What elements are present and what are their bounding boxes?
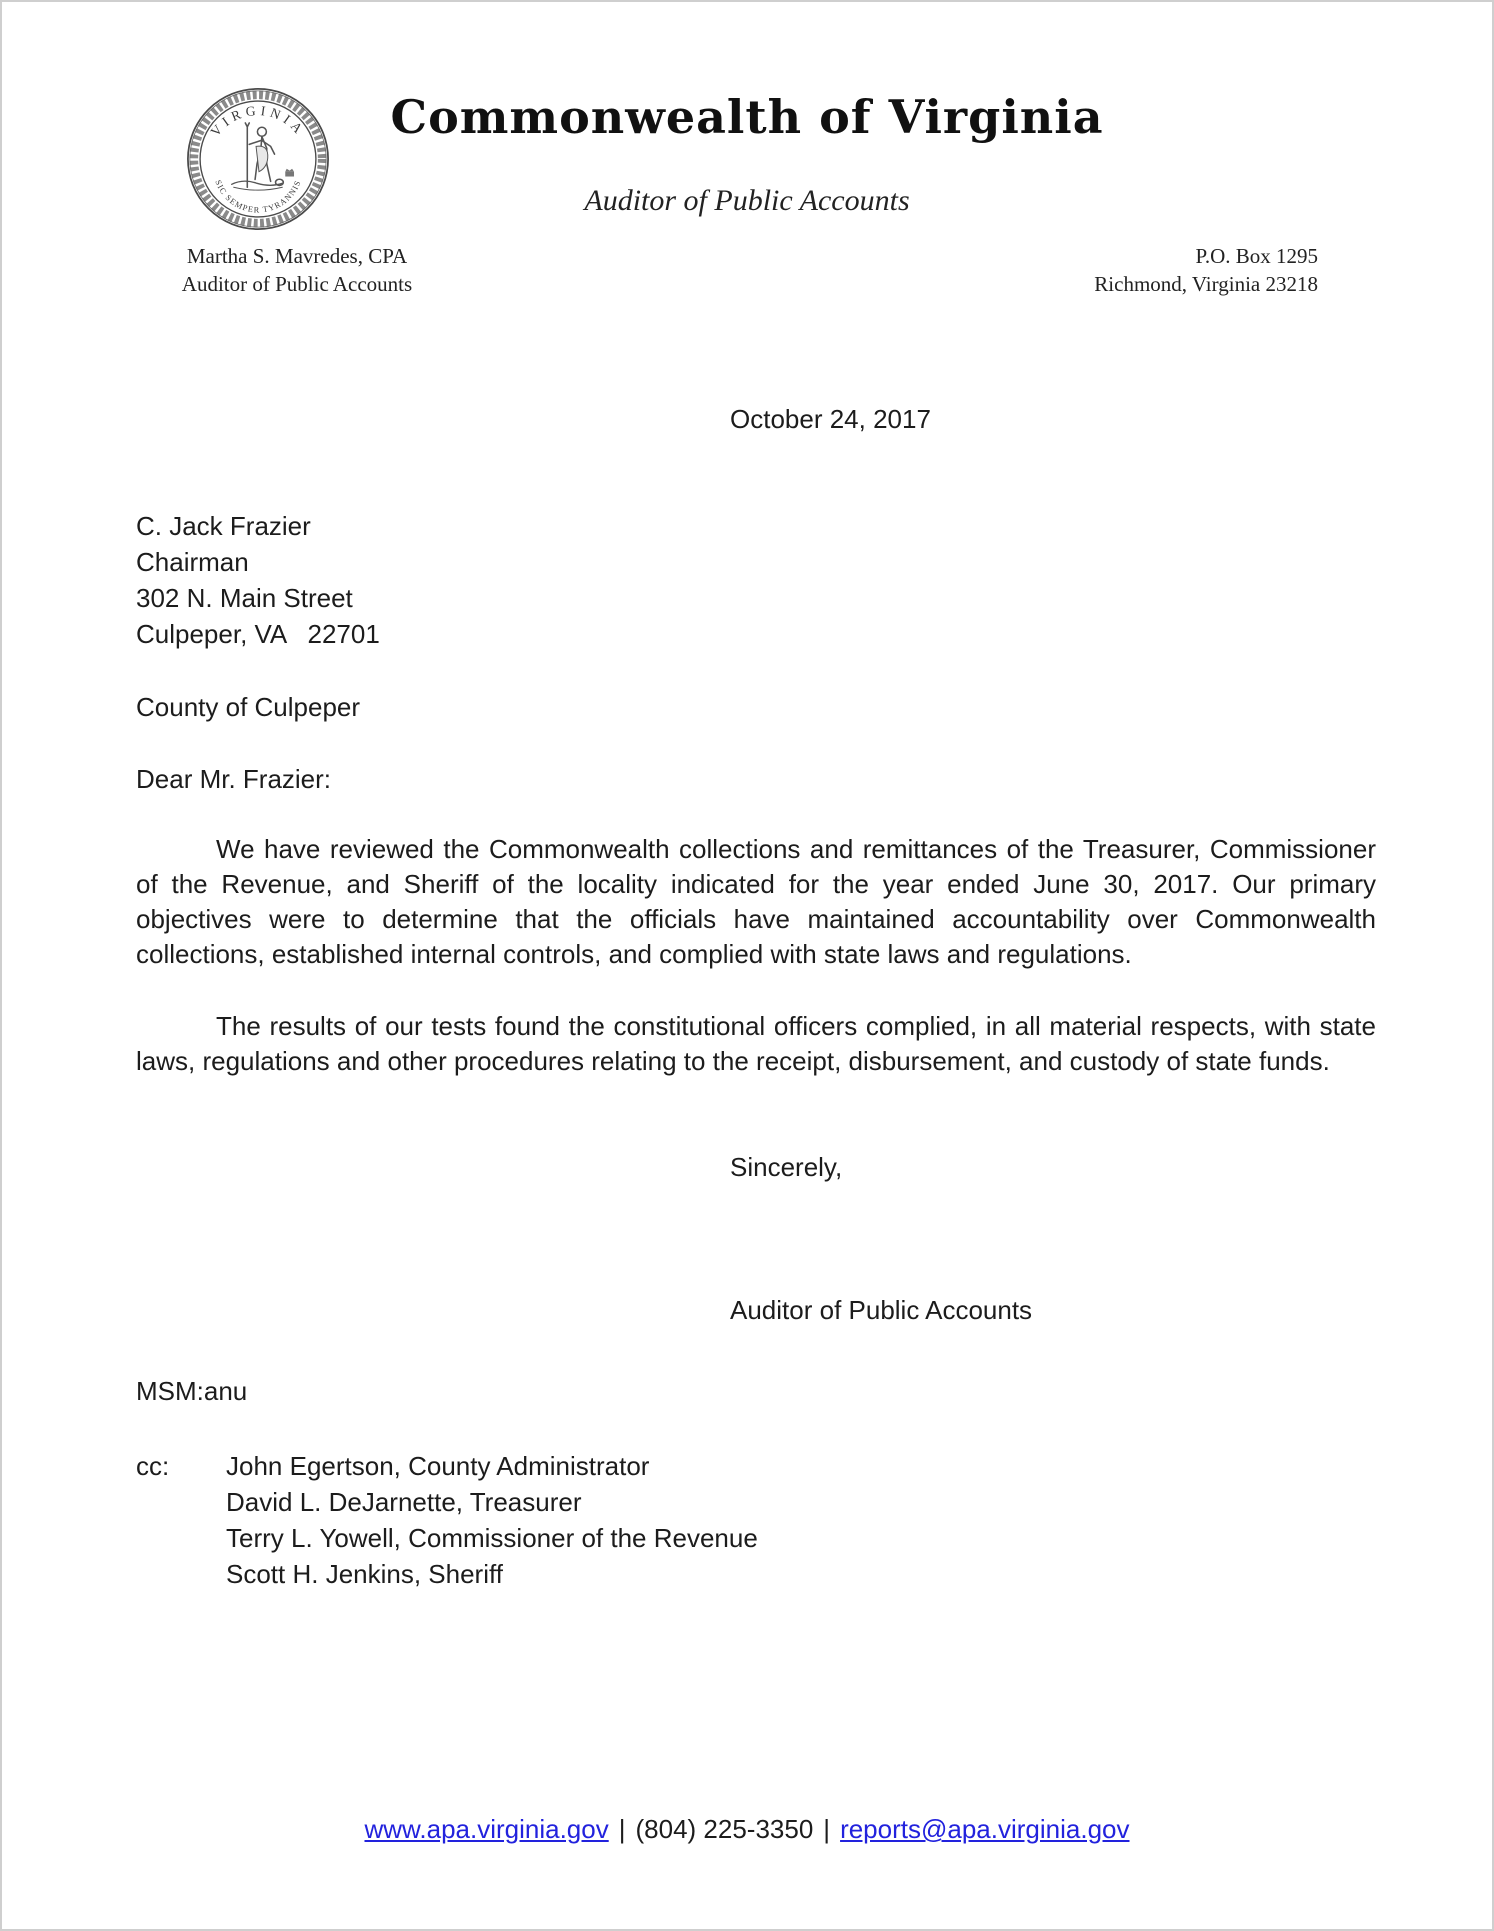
- seal-bottom-text: SIC SEMPER TYRANNIS: [213, 178, 303, 215]
- footer-separator: |: [823, 1814, 831, 1844]
- recipient-name: C. Jack Frazier: [136, 511, 311, 541]
- cc-block: [136, 1448, 758, 1592]
- recipient-street: 302 N. Main Street: [136, 583, 353, 613]
- footer-contact-line: [2, 1814, 1492, 1845]
- footer-separator: |: [618, 1814, 626, 1844]
- letter-date: October 24, 2017: [730, 404, 931, 434]
- body-paragraph-1: We have reviewed the Commonwealth collections and remittances of the Treasurer, Commissioner of the Revenue, and Sheriff of the locality indicated for the year ended June 30, 2017. Our primary objectives were to determine that the officials have maintained accountability over Commonwealth collections, established internal controls, and complied with state laws and regulations.: [136, 834, 1376, 969]
- salutation: Dear Mr. Frazier:: [136, 764, 332, 794]
- recipient-title: Chairman: [136, 547, 249, 577]
- seal-top-text: VIRGINIA: [207, 102, 309, 140]
- recipient-city-state-zip: Culpeper, VA 22701: [136, 619, 380, 649]
- phone-number: (804) 225-3350: [635, 1814, 814, 1844]
- letterhead-subtitle: Auditor of Public Accounts: [584, 184, 910, 217]
- cc-name: John Egertson, County Administrator: [226, 1451, 650, 1481]
- cc-name: Terry L. Yowell, Commissioner of the Revenue: [226, 1523, 758, 1553]
- cc-name: David L. DeJarnette, Treasurer: [226, 1487, 582, 1517]
- cc-label: cc:: [136, 1451, 170, 1481]
- letterhead-officer-block: [122, 242, 472, 298]
- letterhead-title: Commonwealth of Virginia: [390, 90, 1104, 144]
- locality-line: County of Culpeper: [136, 692, 361, 722]
- recipient-address-block: [136, 508, 380, 652]
- email-link[interactable]: reports@apa.virginia.gov: [840, 1814, 1130, 1844]
- reference-initials: MSM:anu: [136, 1376, 248, 1406]
- website-link[interactable]: www.apa.virginia.gov: [364, 1814, 609, 1844]
- letterhead-address-block: [898, 242, 1318, 298]
- closing-sincerely: Sincerely,: [730, 1152, 843, 1182]
- closing-signer-title: Auditor of Public Accounts: [730, 1295, 1033, 1325]
- officer-title: Auditor of Public Accounts: [181, 272, 413, 296]
- city-state-zip-line: Richmond, Virginia 23218: [1094, 272, 1318, 296]
- cc-name-list: [226, 1448, 758, 1592]
- po-box-line: P.O. Box 1295: [1195, 244, 1318, 268]
- officer-name: Martha S. Mavredes, CPA: [186, 244, 408, 268]
- cc-name: Scott H. Jenkins, Sheriff: [226, 1559, 503, 1589]
- body-paragraph-2: The results of our tests found the constitutional officers complied, in all material respects, with state laws, regulations and other procedures relating to the receipt, disbursement, and custody of state funds.: [136, 1011, 1376, 1076]
